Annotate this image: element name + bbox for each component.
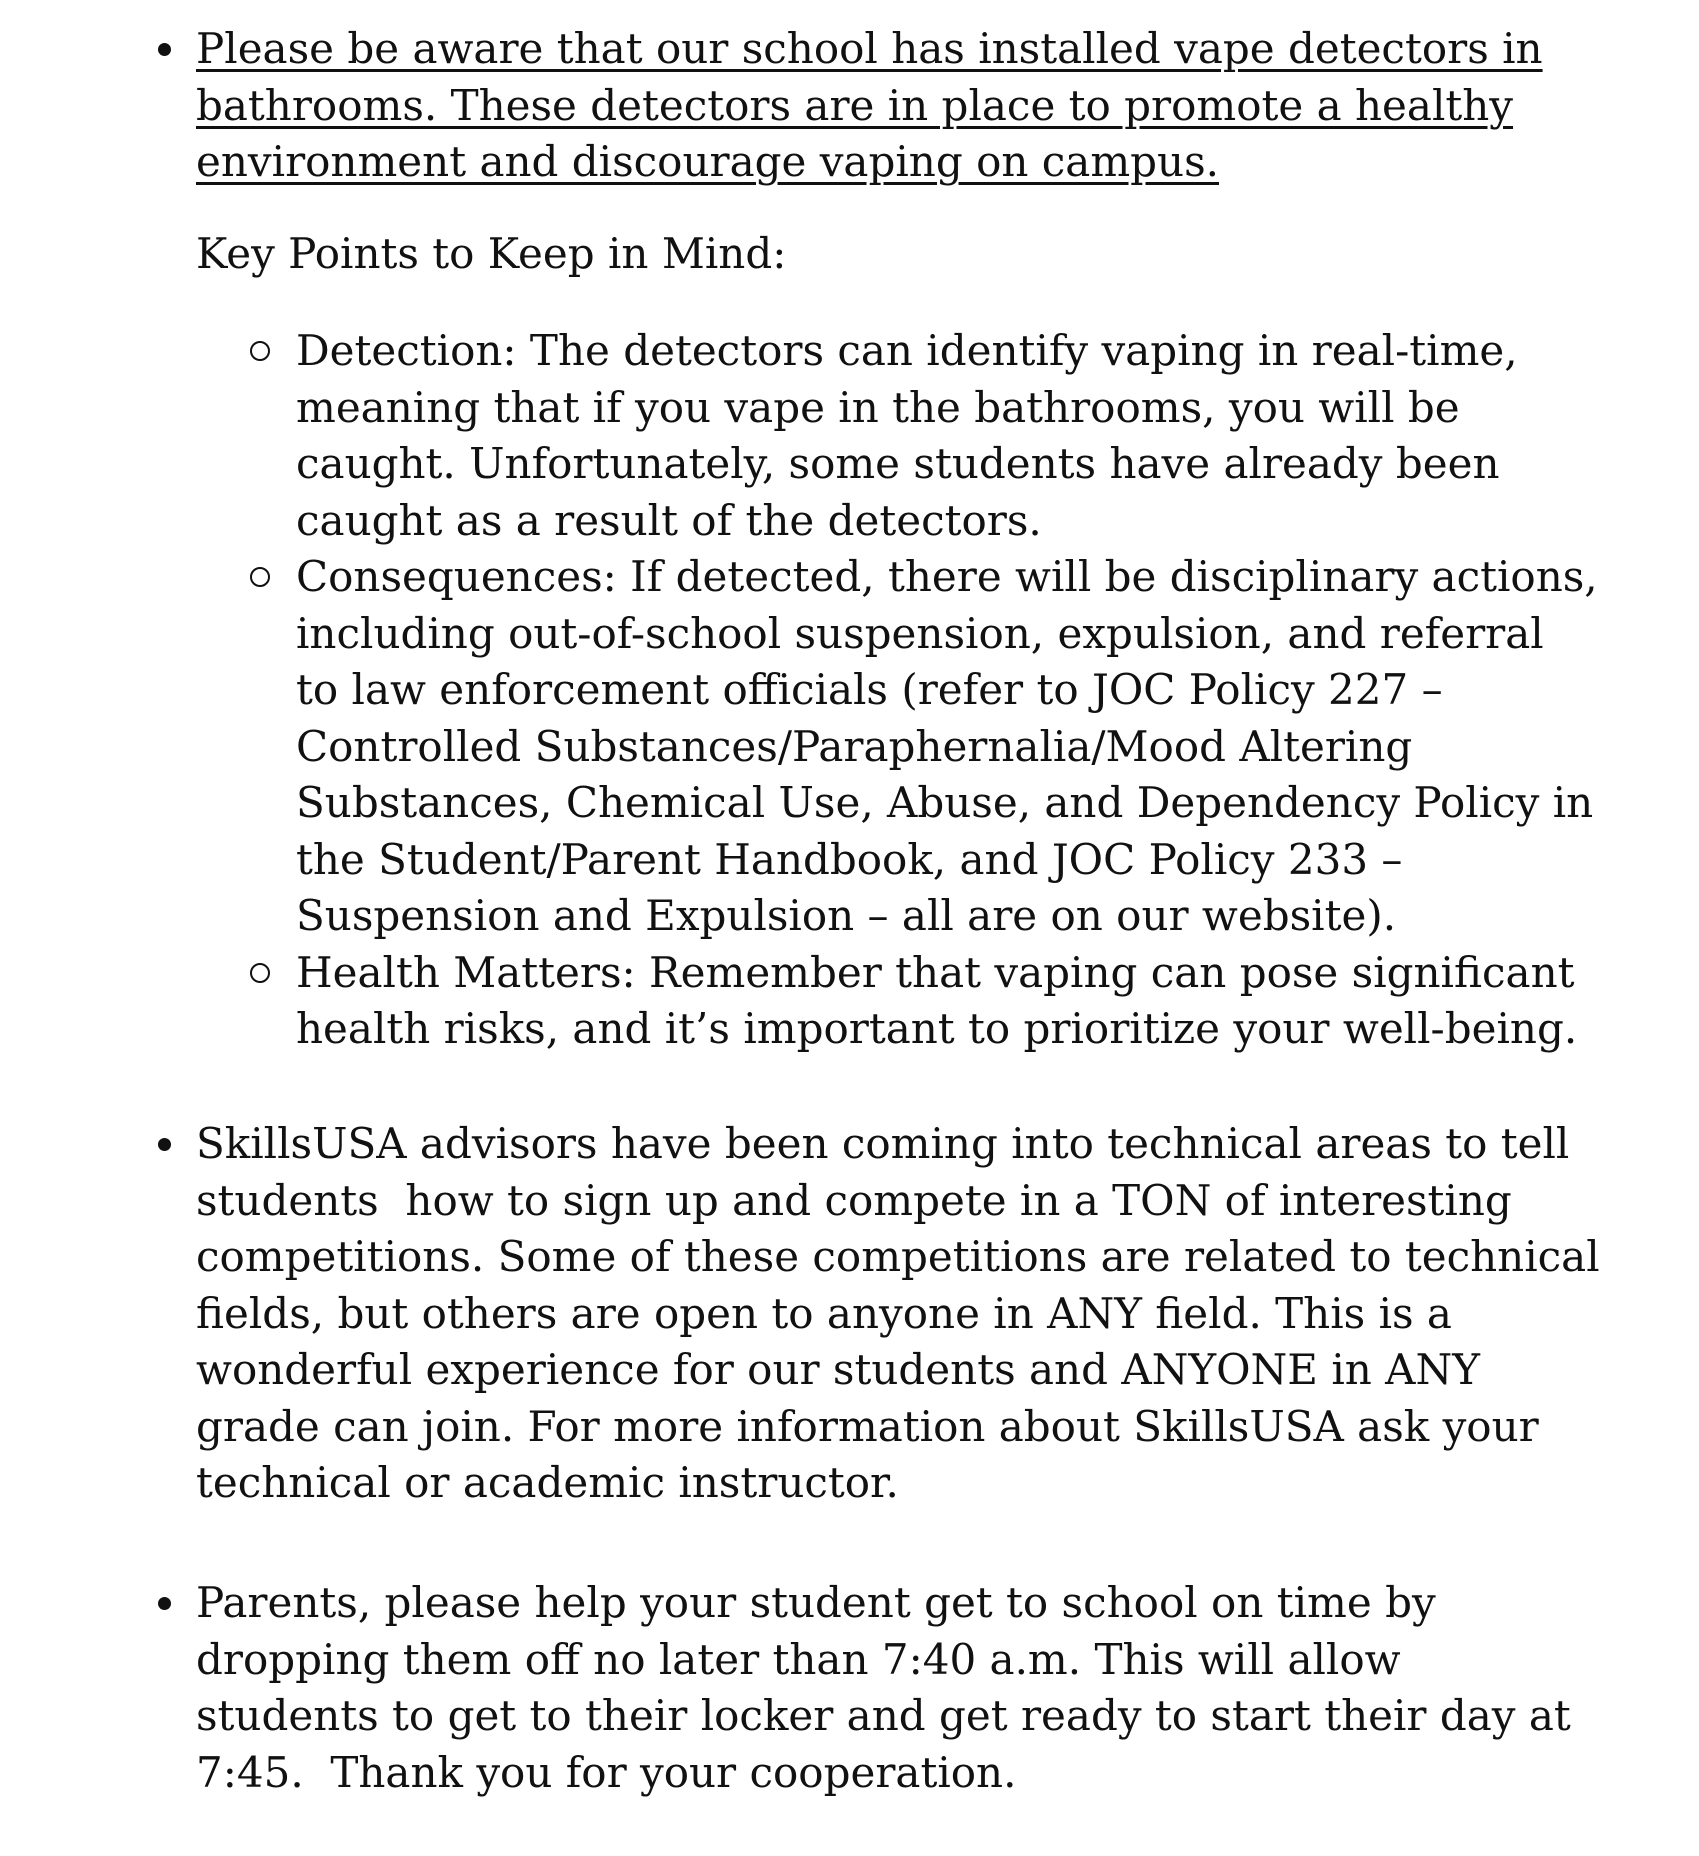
key-point-line: Detection: The detectors can identify vaping in real-time,	[296, 326, 1518, 375]
notice-line: Parents, please help your student get to school on time by	[196, 1578, 1436, 1627]
key-point-line: Substances, Chemical Use, Abuse, and Dependency Policy in	[296, 778, 1594, 827]
key-points-heading: Key Points to Keep in Mind:	[196, 229, 787, 278]
notice-line: environment and discourage vaping on campus.	[196, 137, 1219, 186]
arrival-time-notice	[196, 1575, 1576, 1801]
notice-line: students to get to their locker and get ready to start their day at	[196, 1691, 1571, 1740]
hollow-bullet-icon	[250, 341, 270, 361]
key-point-line: Health Matters: Remember that vaping can pose significant	[296, 947, 1575, 997]
notice-line: wonderful experience for our students and ANYONE in ANY	[196, 1345, 1480, 1394]
notice-line: students how to sign up and compete in a TON of interesting	[196, 1175, 1512, 1225]
key-point-line: caught as a result of the detectors.	[296, 495, 1042, 545]
key-point-detection	[296, 323, 1596, 549]
key-point-line: meaning that if you vape in the bathrooms, you will be	[296, 382, 1460, 432]
notice-line: grade can join. For more information about SkillsUSA ask your	[196, 1401, 1539, 1451]
key-point-line: health risks, and it’s important to prioritize your well-being.	[296, 1004, 1578, 1053]
vape-detector-notice	[196, 21, 1576, 191]
notice-line: fields, but others are open to anyone in ANY field. This is a	[196, 1288, 1452, 1338]
notice-line: Please be aware that our school has installed vape detectors in	[196, 24, 1543, 73]
notice-line: competitions. Some of these competitions are related to technical	[196, 1232, 1600, 1281]
notice-line: dropping them off no later than 7:40 a.m. This will allow	[196, 1634, 1401, 1684]
bullet-icon	[158, 1597, 171, 1610]
notice-line: technical or academic instructor.	[196, 1458, 899, 1507]
skillsusa-notice	[196, 1116, 1600, 1512]
key-point-line: the Student/Parent Handbook, and JOC Policy 233 –	[296, 834, 1403, 884]
key-point-health	[296, 945, 1596, 1058]
key-point-consequences	[296, 549, 1596, 945]
notice-line: SkillsUSA advisors have been coming into technical areas to tell	[196, 1119, 1570, 1168]
key-point-line: to law enforcement officials (refer to JOC Policy 227 –	[296, 665, 1443, 714]
key-point-line: caught. Unfortunately, some students have already been	[296, 439, 1500, 488]
key-point-line: Controlled Substances/Paraphernalia/Mood Altering	[296, 721, 1413, 771]
key-point-line: Consequences: If detected, there will be disciplinary actions,	[296, 552, 1598, 601]
notice-line: bathrooms. These detectors are in place to promote a healthy	[196, 80, 1514, 130]
hollow-bullet-icon	[250, 567, 270, 587]
bullet-icon	[158, 1138, 171, 1151]
notice-line: 7:45. Thank you for your cooperation.	[196, 1747, 1017, 1797]
key-point-line: Suspension and Expulsion – all are on our website).	[296, 891, 1397, 940]
key-points-list	[296, 323, 1596, 1058]
hollow-bullet-icon	[250, 963, 270, 983]
bullet-icon	[158, 43, 171, 56]
key-point-line: including out-of-school suspension, expulsion, and referral	[296, 608, 1544, 658]
